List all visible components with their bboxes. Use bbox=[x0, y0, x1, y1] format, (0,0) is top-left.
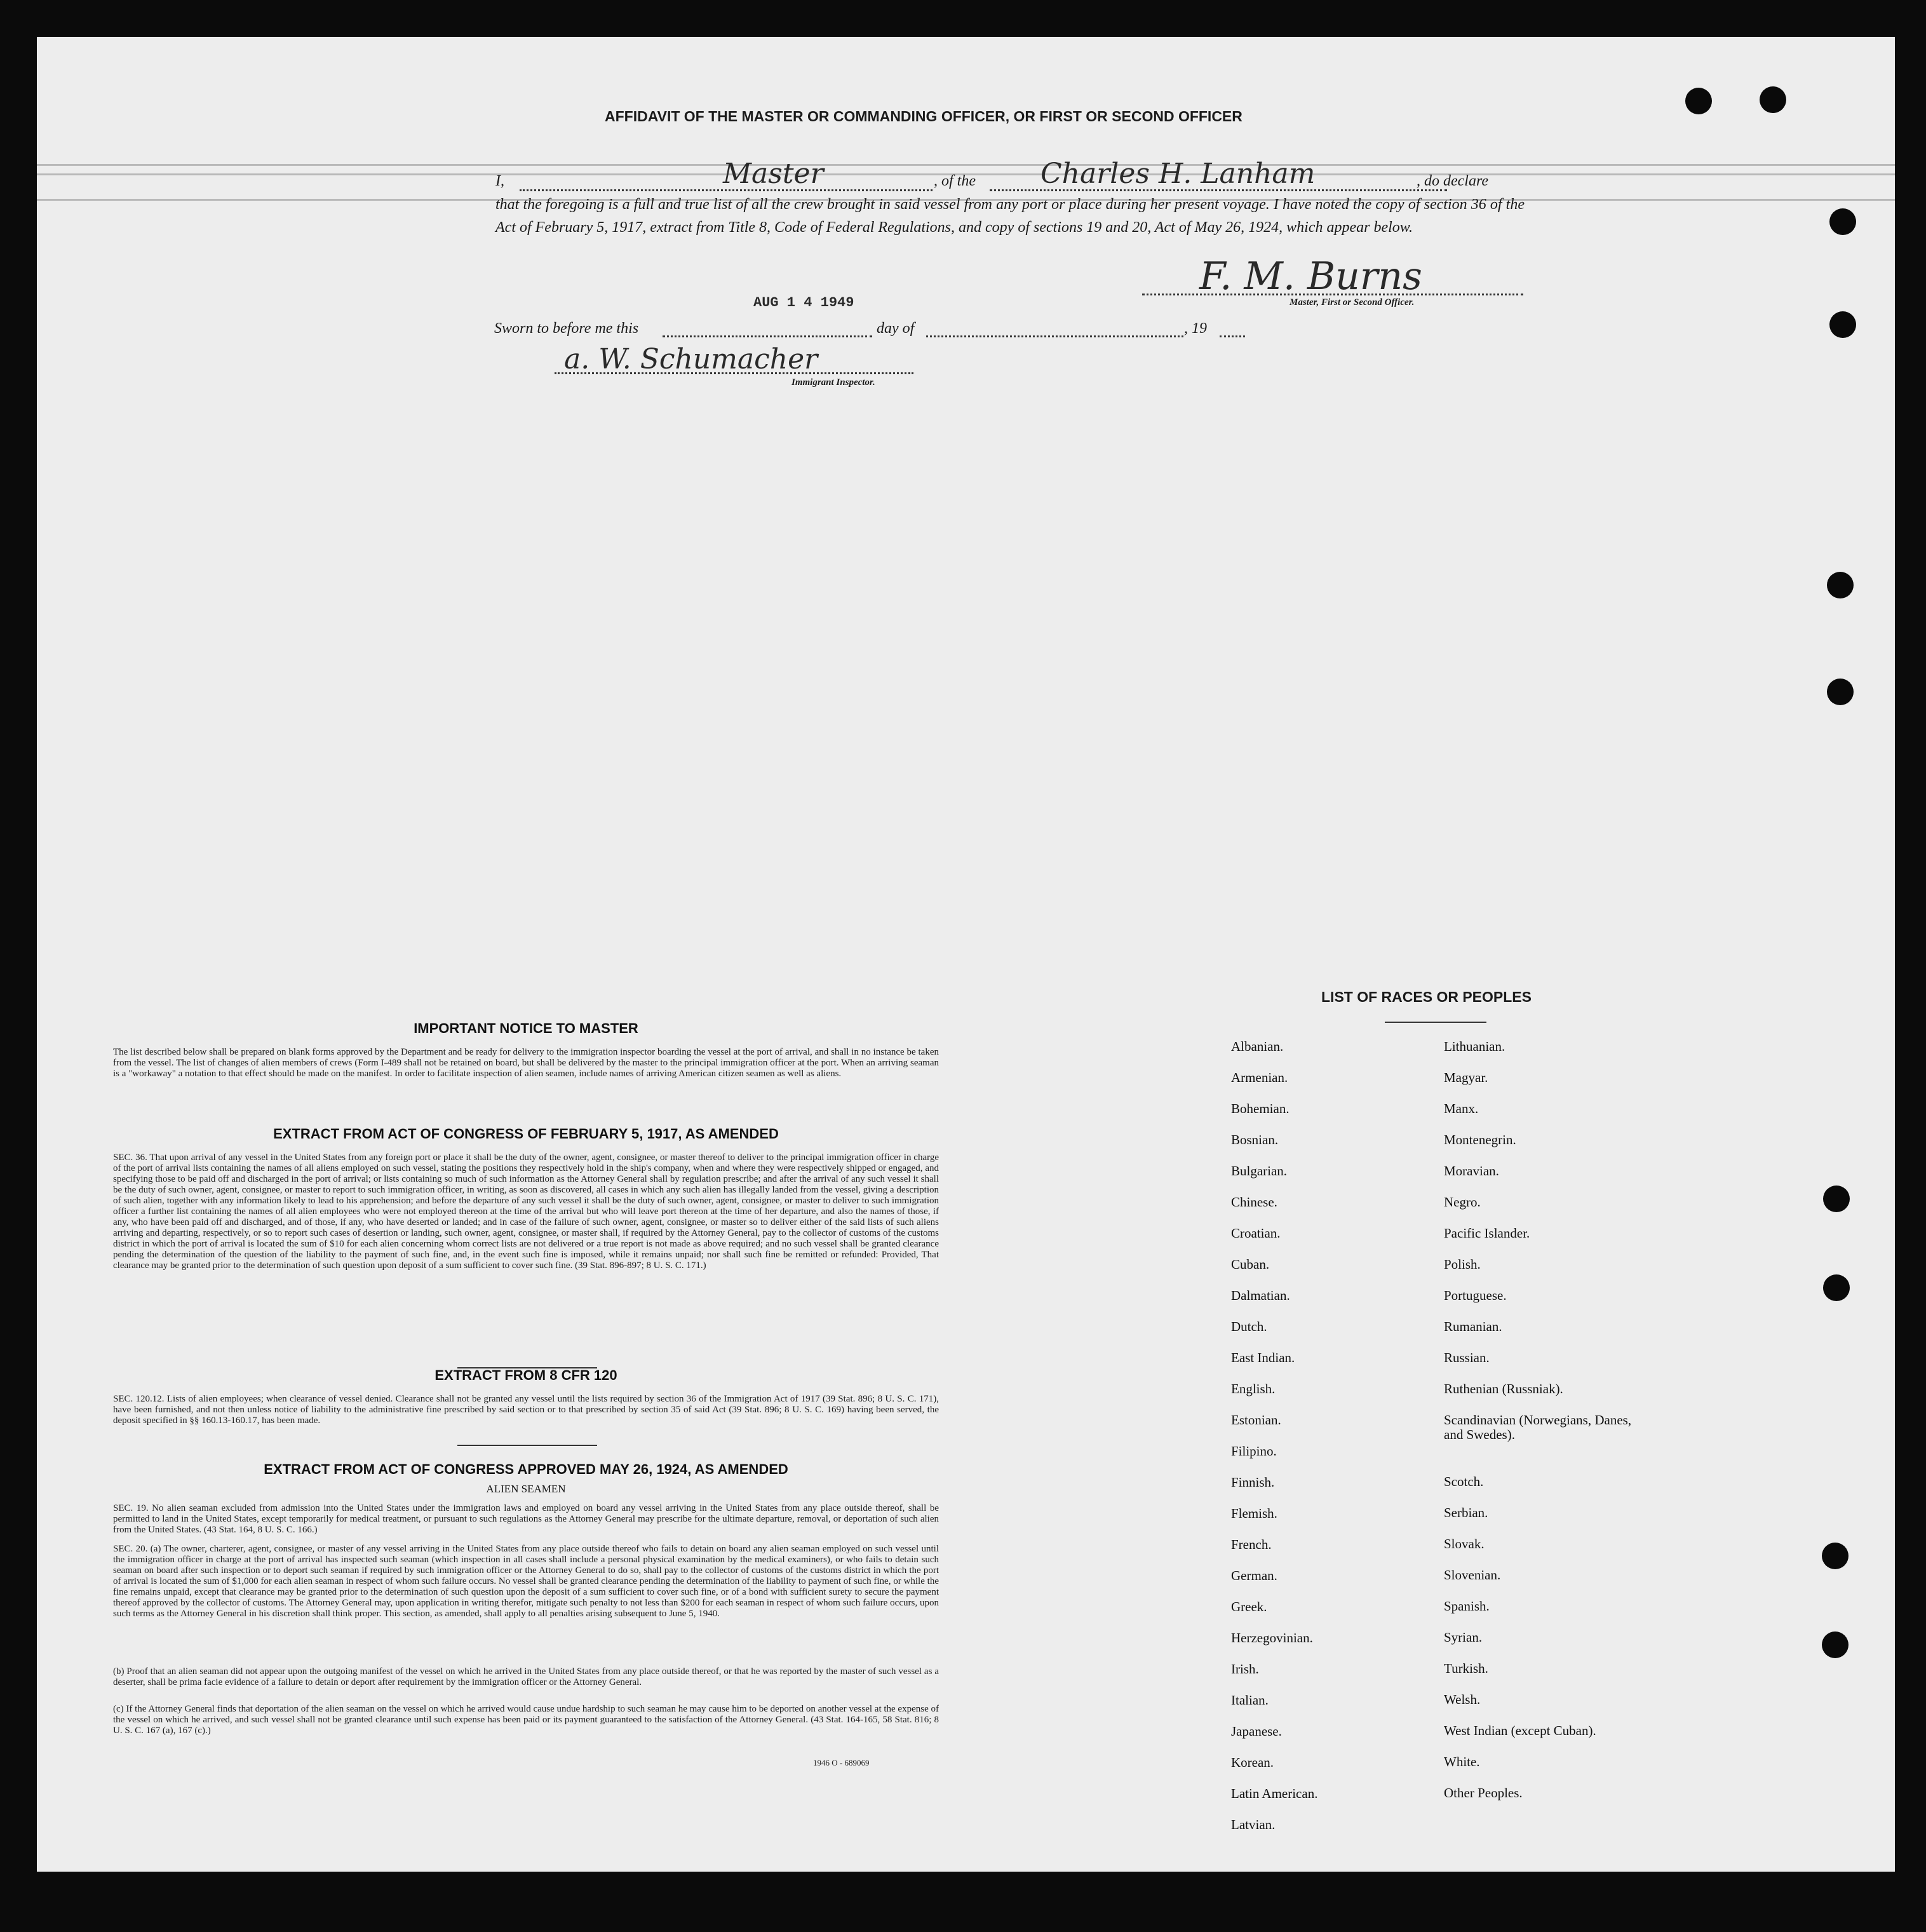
extract-1924-title: EXTRACT FROM ACT OF CONGRESS APPROVED MAY 26, 1924, AS AMENDED bbox=[264, 1461, 788, 1477]
race-item: Slovak. bbox=[1444, 1536, 1485, 1551]
extract-cfr-title: EXTRACT FROM 8 CFR 120 bbox=[434, 1367, 617, 1383]
punch-hole bbox=[1827, 679, 1854, 705]
handwritten-signature: F. M. Burns bbox=[1199, 254, 1422, 299]
race-item: English. bbox=[1231, 1381, 1276, 1396]
race-item: Negro. bbox=[1444, 1194, 1481, 1210]
punch-hole bbox=[1827, 572, 1854, 598]
date-stamp: AUG 1 4 1949 bbox=[753, 295, 854, 311]
race-item: Manx. bbox=[1444, 1101, 1479, 1116]
race-item: Finnish. bbox=[1231, 1475, 1275, 1490]
race-item: Polish. bbox=[1444, 1257, 1481, 1272]
affidavit-body: that the foregoing is a full and true list of all the crew brought in said vessel from any port or place during her present voyage. I have noted the copy of section 36 of the Act of February 5, 1917, extract from Title 8, Code of Federal Regulations, and copy of sections 19 and 20, Act of May 26, 1924, which appear below. bbox=[495, 196, 1525, 236]
race-item: Dalmatian. bbox=[1231, 1288, 1290, 1303]
year-prefix: , 19 bbox=[1184, 320, 1207, 337]
extract-1917-title: EXTRACT FROM ACT OF CONGRESS OF FEBRUARY 5, 1917, AS AMENDED bbox=[273, 1126, 779, 1142]
inspector-caption: Immigrant Inspector. bbox=[791, 377, 875, 388]
race-item: Chinese. bbox=[1231, 1194, 1277, 1210]
separator-rule bbox=[1385, 1022, 1486, 1023]
sec20a-body: SEC. 20. (a) The owner, charterer, agent, consignee, or master of any vessel arriving in the United States from any place outside thereof who fails to detain on board any alien seaman employed on such vessel until the immigration officer in charge at the port of arrival has inspected such seaman (which inspection in all cases shall include a personal physical examination by the medical examiners), or who fails to detain such seaman on board after such inspection or to deport such seaman if required by such immigration officer or the Attorney General to do so, shall pay to the collector of customs of the customs district in which the port of arrival is located the sum of $1,000 for each alien seaman in respect of whom such failure occurs. No vessel shall be granted clearance pending the determination of the liability to payment of such fine, or while the fine remains unpaid, except that clearance may be granted prior to the determination of such question upon the deposit of a sum sufficient to cover such fine, or of a bond with sufficient surety to secure the payment thereof approved by the collector of customs. The Attorney General may, upon application in writing therefor, mitigate such penalty to not less than $200 for each seaman in respect of whom such failure occurs, upon such terms as the Attorney General in his discretion shall think proper. This section, as amended, shall apply to all penalties arising subsequent to June 5, 1940. bbox=[113, 1544, 939, 1619]
punch-hole bbox=[1822, 1631, 1849, 1658]
race-item: East Indian. bbox=[1231, 1350, 1295, 1365]
races-title: LIST OF RACES OR PEOPLES bbox=[1321, 989, 1532, 1005]
punch-hole bbox=[1829, 208, 1856, 235]
punch-hole bbox=[1823, 1186, 1850, 1212]
race-item: Slovenian. bbox=[1444, 1567, 1501, 1583]
race-item: Pacific Islander. bbox=[1444, 1226, 1530, 1241]
race-item: Italian. bbox=[1231, 1692, 1269, 1708]
extract-1917-body: SEC. 36. That upon arrival of any vessel in the United States from any foreign port or place it shall be the duty of the owner, agent, consignee, or master thereof to deliver to the principal immigration officer in charge of the port of arrival lists containing the names of all aliens employed on such vessel, stating the positions they respectively hold in the ship's company, when and where they were respectively shipped or engaged, and specifying those to be paid off and discharged in the port of arrival; or lists containing so much of such information as the Attorney General shall by regulation prescribe; and after the arrival of any such vessel it shall be the duty of such owner, agent, consignee, or master to report to such immigration officer, in writing, as soon as discovered, all cases in which any such alien has illegally landed from the vessel, giving a description of such alien, together with any information likely to lead to his apprehension; and before the departure of any such vessel it shall be the duty of such owner, agent, consignee, or master to deliver to such immigration officer a further list containing the names of all alien employees who were not employed thereon at the time of the arrival but who will leave port thereon at the time of her departure, and also the names of those, if any, who have been paid off and discharged, and of those, if any, who have deserted or landed; and in case of the failure of such owner, agent, consignee, or master so to deliver either of the said lists of such aliens arriving and departing, respectively, or so to report such cases of desertion or landing, such owner, agent, consignee, or master shall, if required by the Attorney General, pay to the collector of customs of the customs district in which the port of arrival is located the sum of $10 for each alien concerning whom correct lists are not delivered or a true report is not made as above required; and no such vessel shall be granted clearance pending the determination of the question of the liability to the payment of such fine, and, in the event such fine is imposed, while it remains unpaid; nor shall such fine be remitted or refunded: Provided, That clearance may be granted prior to the determination of such question upon deposit of a sum sufficient to cover such fine. (39 Stat. 896-897; 8 U. S. C. 171.) bbox=[113, 1152, 939, 1271]
race-item: German. bbox=[1231, 1568, 1277, 1583]
handwritten-vessel-name: Charles H. Lanham bbox=[1040, 158, 1316, 190]
race-item: Irish. bbox=[1231, 1661, 1259, 1677]
fill-line bbox=[926, 335, 1183, 337]
race-item: Flemish. bbox=[1231, 1506, 1277, 1521]
race-item: Russian. bbox=[1444, 1350, 1490, 1365]
punch-hole bbox=[1823, 1274, 1850, 1301]
race-item: Syrian. bbox=[1444, 1630, 1483, 1645]
alien-seamen-subtitle: ALIEN SEAMEN bbox=[486, 1483, 566, 1495]
fill-line bbox=[663, 335, 872, 337]
race-item: Rumanian. bbox=[1444, 1319, 1502, 1334]
race-item: Croatian. bbox=[1231, 1226, 1281, 1241]
sworn-text: Sworn to before me this bbox=[494, 320, 639, 337]
race-item: Filipino. bbox=[1231, 1443, 1277, 1459]
sec20c-body: (c) If the Attorney General finds that deportation of the alien seaman on the vessel on which he arrived would cause undue hardship to such seaman he may cause him to be deported on another vessel at the expense of the vessel on which he arrived, and such vessel shall not be granted clearance until such expense has been paid or its payment guaranteed to the satisfaction of the Attorney General. (43 Stat. 164-165, 58 Stat. 816; 8 U. S. C. 167 (a), 167 (c).) bbox=[113, 1704, 939, 1736]
affidavit-i: I, bbox=[495, 173, 504, 189]
race-item: Turkish. bbox=[1444, 1661, 1488, 1676]
race-item: Magyar. bbox=[1444, 1070, 1488, 1085]
extract-cfr-body: SEC. 120.12. Lists of alien employees; when clearance of vessel denied. Clearance shall not be granted any vessel until the lists required by section 36 of the Immigration Act of 1917 (39 Stat. 896; 8 U. S. C. 171), have been furnished, and not then unless notice of liability to the administrative fine prescribed by said section or to that prescribed by section 35 of said Act (39 Stat. 896; 8 U. S. C. 169) having been served, the deposit specified in §§ 160.13-160.17, has been made. bbox=[113, 1394, 939, 1426]
race-item: Estonian. bbox=[1231, 1412, 1281, 1428]
race-item: Korean. bbox=[1231, 1755, 1274, 1770]
race-item: Welsh. bbox=[1444, 1692, 1481, 1707]
race-item: Other Peoples. bbox=[1444, 1785, 1523, 1800]
race-item: Bulgarian. bbox=[1231, 1163, 1288, 1179]
handwritten-inspector: a. W. Schumacher bbox=[564, 343, 818, 375]
race-item: West Indian (except Cuban). bbox=[1444, 1723, 1596, 1738]
race-item: Lithuanian. bbox=[1444, 1039, 1505, 1054]
sec20b-body: (b) Proof that an alien seaman did not appear upon the outgoing manifest of the vessel on which he arrived in the United States from any place outside thereof, or that he was reported by the master of such vessel as a deserter, shall be prima facie evidence of a failure to detain or deport after requirement by the immigration officer or the Attorney General. bbox=[113, 1666, 939, 1687]
affidavit-do-declare: , do declare bbox=[1417, 173, 1489, 189]
race-item: Montenegrin. bbox=[1444, 1132, 1516, 1147]
affidavit-title: AFFIDAVIT OF THE MASTER OR COMMANDING OFFICER, OR FIRST OR SECOND OFFICER bbox=[605, 108, 1242, 125]
race-item: Japanese. bbox=[1231, 1724, 1282, 1739]
notice-body: The list described below shall be prepared on blank forms approved by the Department and be ready for delivery to the immigration inspector boarding the vessel at the port of arrival, and shall in no instance be taken from the vessel. The list of changes of alien members of crews (Form I-489 shall not be retained on board, but shall be delivered by the master to the principal immigration officer at the port. When an arriving seaman is a "workaway" a notation to that effect should be made on the manifest. In order to facilitate inspection of alien seamen, include names of arriving American citizen seamen as well as aliens. bbox=[113, 1047, 939, 1079]
race-item: Bohemian. bbox=[1231, 1101, 1290, 1116]
race-item: Herzegovinian. bbox=[1231, 1630, 1313, 1645]
race-item: Scandinavian (Norwegians, Danes, and Swedes). bbox=[1444, 1412, 1632, 1442]
race-item: Bosnian. bbox=[1231, 1132, 1279, 1147]
race-item: Ruthenian (Russniak). bbox=[1444, 1381, 1563, 1396]
race-item: White. bbox=[1444, 1754, 1480, 1769]
race-item: Latvian. bbox=[1231, 1817, 1276, 1832]
document-page bbox=[37, 37, 1895, 1872]
race-item: Portuguese. bbox=[1444, 1288, 1507, 1303]
notice-title: IMPORTANT NOTICE TO MASTER bbox=[414, 1020, 638, 1036]
punch-hole bbox=[1822, 1543, 1849, 1569]
affidavit-of-the: , of the bbox=[934, 173, 976, 189]
race-item: Cuban. bbox=[1231, 1257, 1270, 1272]
race-item: Greek. bbox=[1231, 1599, 1267, 1614]
print-code: 1946 O - 689069 bbox=[813, 1758, 870, 1767]
race-item: Albanian. bbox=[1231, 1039, 1284, 1054]
race-item: Armenian. bbox=[1231, 1070, 1288, 1085]
race-item: Spanish. bbox=[1444, 1598, 1490, 1614]
race-item: French. bbox=[1231, 1537, 1272, 1552]
punch-hole bbox=[1685, 88, 1712, 114]
day-of-text: day of bbox=[877, 320, 915, 337]
punch-hole bbox=[1760, 86, 1786, 113]
separator-rule bbox=[457, 1445, 597, 1446]
race-item: Serbian. bbox=[1444, 1505, 1488, 1520]
sec19-body: SEC. 19. No alien seaman excluded from admission into the United States under the immigration laws and employed on board any vessel arriving in the United States from any place outside thereof, shall be permitted to land in the United States, except temporarily for medical treatment, or pursuant to such regulations as the Attorney General may prescribe for the ultimate departure, removal, or deportation of such alien from the United States. (43 Stat. 164, 8 U. S. C. 166.) bbox=[113, 1503, 939, 1535]
handwritten-master: Master bbox=[723, 158, 824, 190]
race-item: Scotch. bbox=[1444, 1474, 1484, 1489]
ruled-line bbox=[37, 164, 1895, 166]
race-item: Moravian. bbox=[1444, 1163, 1499, 1179]
fill-line bbox=[1220, 335, 1245, 337]
race-item: Dutch. bbox=[1231, 1319, 1267, 1334]
race-item: Latin American. bbox=[1231, 1786, 1318, 1801]
punch-hole bbox=[1829, 311, 1856, 338]
signature-caption: Master, First or Second Officer. bbox=[1290, 297, 1415, 307]
